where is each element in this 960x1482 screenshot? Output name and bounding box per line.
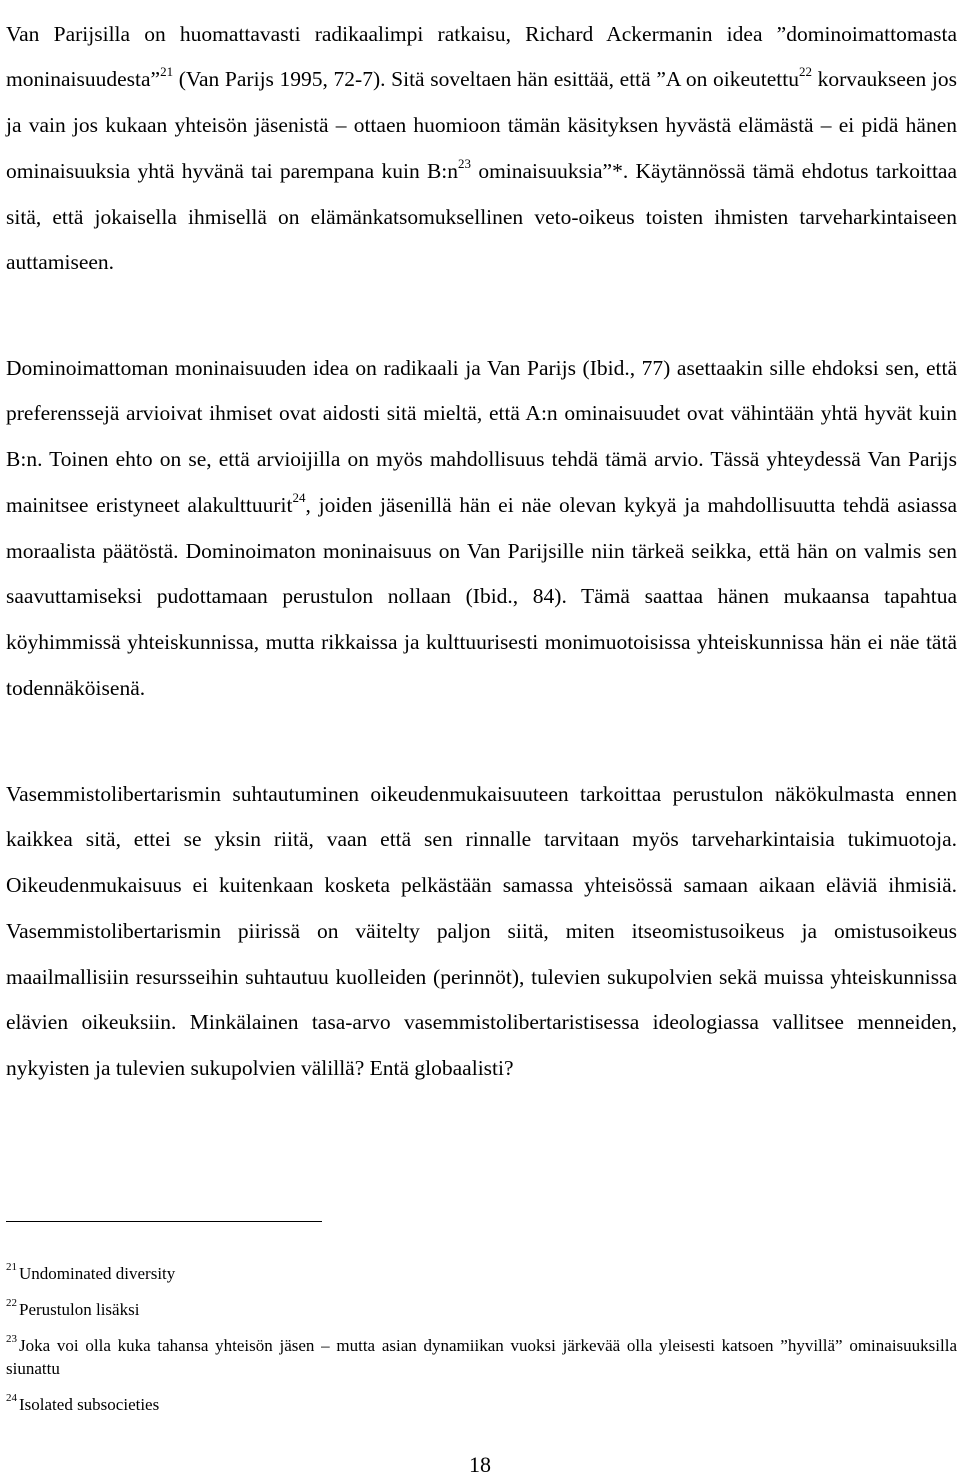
footnote-number: 23	[6, 1333, 17, 1346]
text-run: Van Parijsilla on huomattavasti radikaalimpi ratkaisu, Richard Ackermanin idea ”dominoimattomasta moninaisuudesta”	[6, 21, 957, 92]
footnote-23	[6, 1334, 957, 1380]
footnote-24	[6, 1393, 957, 1416]
text-run: korvaukseen jos ja vain jos kukaan yhteisön jäsenistä – ottaen huomioon tämän käsityksen hyvästä elämästä – ei pidä hänen ominaisuuksia yhtä hyvänä tai parempana kuin B:n	[6, 67, 957, 183]
footnote-text: Isolated subsocieties	[19, 1395, 160, 1414]
footnote-ref: 21	[160, 64, 174, 80]
page-number: 18	[469, 1452, 491, 1477]
footnote-text: Undominated diversity	[19, 1264, 176, 1283]
footnote-number: 21	[6, 1261, 17, 1274]
footnote-text: Joka voi olla kuka tahansa yhteisön jäsen – mutta asian dynamiikan vuoksi järkevää olla yleisesti katsoen ”hyvillä” ominaisuuksilla siunattu	[6, 1336, 957, 1378]
footnote-separator	[6, 1221, 322, 1222]
text-run: , joiden jäsenillä hän ei näe olevan kykyä ja mahdollisuutta tehdä asiassa moraalista päätöstä. Dominoimaton moninaisuus on Van Parijsille niin tärkeä seikka, että hän on valmis sen saavuttamiseksi pudottamaan perustulon nollaan (Ibid., 84). Tämä saattaa hänen mukaansa tapahtua köyhimmissä yhteiskunnissa, mutta rikkaissa ja kulttuurisesti monimuotoisissa yhteiskunnissa hän ei näe tätä todennäköisenä.	[6, 492, 957, 701]
text-run: (Van Parijs 1995, 72-7). Sitä soveltaen hän esittää, että ”A on oikeutettu	[173, 67, 799, 92]
footnote-number: 24	[6, 1392, 17, 1405]
paragraph-2	[6, 346, 957, 712]
footnote-number: 22	[6, 1297, 17, 1310]
footnote-21	[6, 1262, 957, 1285]
paragraph-1	[6, 12, 957, 287]
footnote-ref: 24	[292, 489, 306, 505]
text-run: Vasemmistolibertarismin suhtautuminen oikeudenmukaisuuteen tarkoittaa perustulon näkökulmasta ennen kaikkea sitä, ettei se yksin riitä, vaan että sen rinnalle tarvitaan myös tarveharkintaisia tukimuotoja. Oikeudenmukaisuus ei kuitenkaan kosketa pelkästään samassa yhteisössä samaan aikaan eläviä ihmisiä. Vasemmistolibertarismin piirissä on väitelty paljon siitä, miten itseomistusoikeus ja omistusoikeus maailmallisiin resursseihin suhtautuu kuolleiden (perinnöt), tulevien sukupolvien sekä muissa yhteiskunnissa elävien oikeuksiin. Minkälainen tasa-arvo vasemmistolibertaristisessa ideologiassa vallitsee menneiden, nykyisten ja tulevien sukupolvien välillä? Entä globaalisti?	[6, 781, 957, 1081]
footnote-text: Perustulon lisäksi	[19, 1300, 140, 1319]
footnote-ref: 23	[458, 155, 472, 171]
text-run: Dominoimattoman moninaisuuden idea on radikaali ja Van Parijs (Ibid., 77) asettaakin sille ehdoksi sen, että preferenssejä arvioivat ihmiset ovat aidosti sitä mieltä, että A:n ominaisuudet ovat vähintään yhtä hyvät kuin B:n. Toinen ehto on se, että arvioijilla on myös mahdollisuus tehdä tämä arvio. Tässä yhteydessä Van Parijs mainitsee eristyneet alakulttuurit	[6, 355, 957, 517]
text-run: ominaisuuksia”*. Käytännössä tämä ehdotus tarkoittaa sitä, että jokaisella ihmisellä on elämänkatsomuksellinen veto-oikeus toisten ihmisten tarveharkintaiseen auttamiseen.	[6, 158, 957, 275]
footnote-22	[6, 1298, 957, 1321]
footnote-ref: 22	[798, 64, 812, 80]
paragraph-3	[6, 772, 957, 1093]
